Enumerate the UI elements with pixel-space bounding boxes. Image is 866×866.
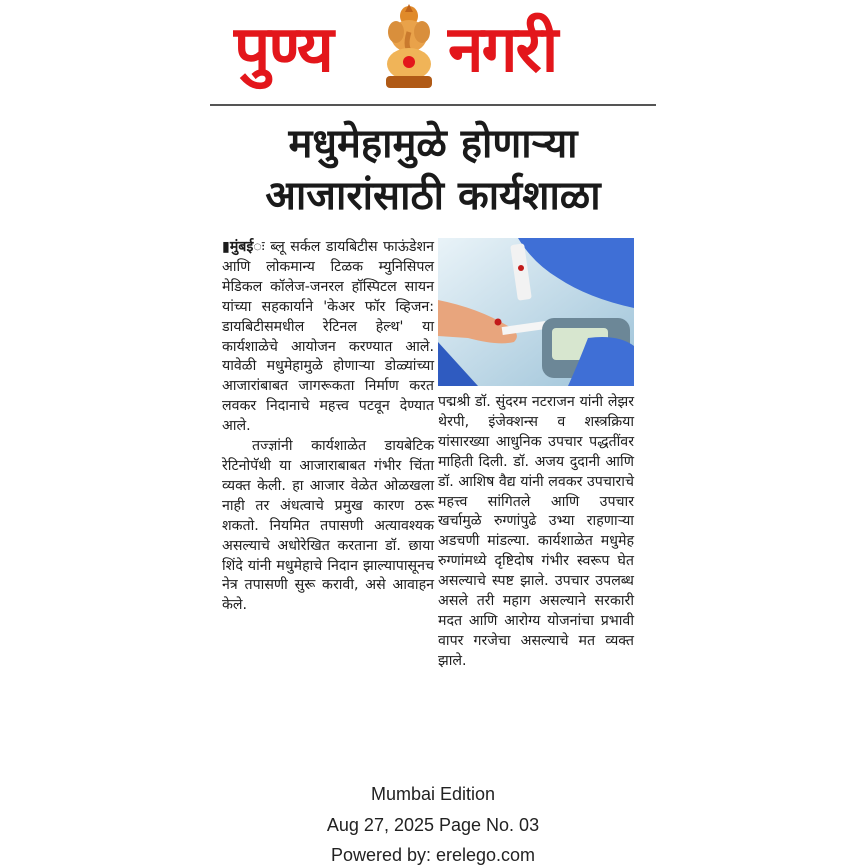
masthead-title-right: नगरी [448,13,557,87]
article-paragraph-2: तज्ज्ञांनी कार्यशाळेत डायबेटिक रेटिनोपॅथी या आजाराबाबत गंभीर चिंता व्यक्त केली. हा आजार वेळेत ओळखला नाही तर अंधत्वाचे प्रमुख कारण ठरू शकतो. नियमित तपासणी अत्यावश्यक असल्याचे अधोरेखित करताना डॉ. छाया शिंदे यांनी मधुमेहाचे निदान झाल्यापासूनच नेत्र तपासणी सुरू करावी, असे आवाहन केले. [222,438,434,614]
headline [220,118,646,222]
headline-line2: आजारांसाठी कार्यशाळा [265,173,601,219]
headline-line1: मधुमेहामुळे होणाऱ्या [288,121,578,167]
article-paragraph-1-text: ः ब्लू सर्कल डायबिटीस फाऊंडेशन आणि लोकमान्य टिळक म्युनिसिपल मेडिकल कॉलेज-जनरल हॉस्पिटल सायन यांच्या सहकार्याने 'केअर फॉर व्हिजन: डायबिटीसमधील रेटिनल हेल्थ' या कार्यशाळेचे आयोजन करण्यात आले. यावेळी मधुमेहामुळे होणाऱ्या डोळ्यांच्या आजारांबाबत जागरूकता निर्माण करत लवकर निदानाचे महत्त्व पटवून देण्यात आले. [222,239,434,435]
dateline: मुंबई [229,239,254,255]
masthead-title-left: पुण्य [234,13,332,87]
article-column-right [438,393,634,672]
edition-label: Mumbai Edition [370,784,496,804]
article-column-left [222,238,434,616]
masthead-rule [210,104,656,106]
ganesh-idol-icon [378,2,440,90]
powered-by-label: Powered by: erelego.com [330,845,536,865]
date-page-label: Aug 27, 2025 Page No. 03 [326,815,540,835]
article-paragraph-1: ▮मुंबईः ब्लू सर्कल डायबिटीस फाऊंडेशन आणि लोकमान्य टिळक म्युनिसिपल मेडिकल कॉलेज-जनरल हॉस्पिटल सायन यांच्या सहकार्याने 'केअर फॉर व्हिजन: डायबिटीसमधील रेटिनल हेल्थ' या कार्यशाळेचे आयोजन करण्यात आले. यावेळी मधुमेहामुळे होणाऱ्या डोळ्यांच्या आजारांबाबत जागरूकता निर्माण करत लवकर निदानाचे महत्त्व पटवून देण्यात आले. [222,239,434,435]
glucose-test-photo [438,238,634,386]
masthead [210,0,656,104]
article-paragraph-3: पद्मश्री डॉ. सुंदरम नटराजन यांनी लेझर थेरपी, इंजेक्शन्स व शस्त्रक्रिया यांसारख्या आधुनिक उपचार पद्धतींवर माहिती दिली. डॉ. अजय दुदानी आणि डॉ. आशिष वैद्य यांनी लवकर उपचाराचे महत्त्व सांगितले आणि उपचार खर्चामुळे रुग्णांपुढे उभ्या राहणाऱ्या अडचणी मांडल्या. कार्यशाळेत मधुमेह रुग्णांमध्ये दृष्टिदोष गंभीर स्वरूप घेत असल्याचे स्पष्ट झाले. उपचार उपलब्ध असले तरी महाग असल्याने सरकारी मदत आणि आरोग्य योजनांचा प्रभावी वापर गरजेचा असल्याचे मत व्यक्त झाले. [438,394,634,669]
